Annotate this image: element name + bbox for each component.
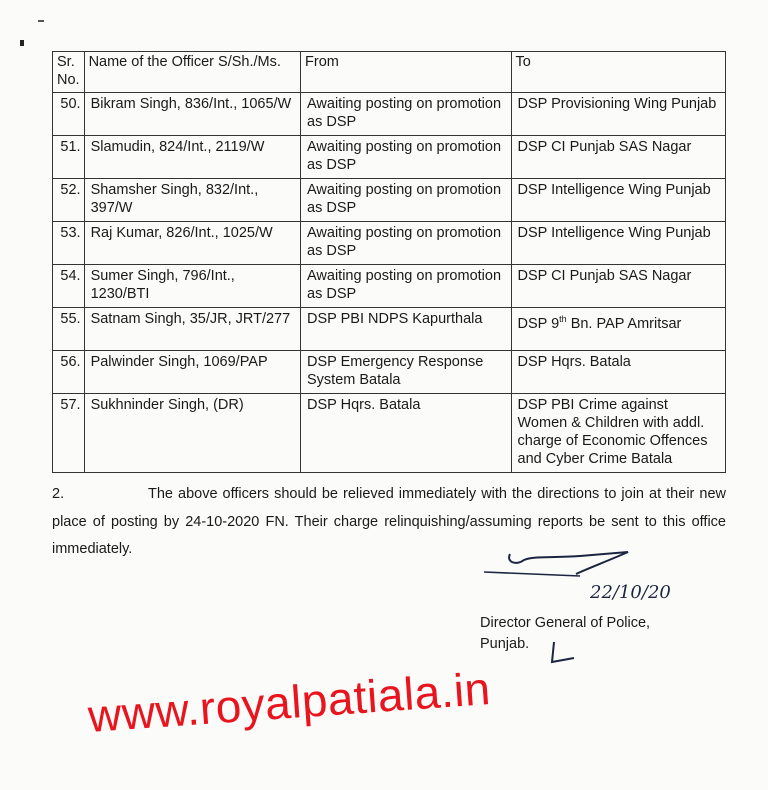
cell-sr: 57. [53,394,85,473]
cell-from: DSP PBI NDPS Kapurthala [301,308,511,351]
scan-mark [20,40,24,46]
transfer-table [52,51,726,473]
designation: Director General of Police, [480,615,651,631]
table-row [53,222,726,265]
cell-to [511,308,726,351]
cell-sr: 56. [53,351,85,394]
cell-to: DSP CI Punjab SAS Nagar [511,265,726,308]
cell-name: Sumer Singh, 796/Int., 1230/BTI [84,265,300,308]
cell-from: Awaiting posting on promotion as DSP [301,136,511,179]
table-row [53,136,726,179]
cell-from: Awaiting posting on promotion as DSP [301,265,511,308]
cell-sr: 53. [53,222,85,265]
table-row [53,351,726,394]
cell-sr: 51. [53,136,85,179]
cell-to: DSP Provisioning Wing Punjab [511,93,726,136]
table-row [53,394,726,473]
cell-name: Raj Kumar, 826/Int., 1025/W [84,222,300,265]
cell-from: Awaiting posting on promotion as DSP [301,222,511,265]
cell-to: DSP Intelligence Wing Punjab [511,222,726,265]
cell-name: Slamudin, 824/Int., 2119/W [84,136,300,179]
table-header [53,52,726,93]
cell-sr: 54. [53,265,85,308]
watermark: www.royalpatiala.in [86,661,493,742]
cell-name: Palwinder Singh, 1069/PAP [84,351,300,394]
paragraph-text: The above officers should be relieved immediately with the directions to join at their new place of posting by 24-10-2020 FN. Their charge relinquishing/assuming reports be sent to this office immediately. [52,486,726,557]
cell-from: DSP Emergency Response System Batala [301,351,511,394]
cell-to-text: Bn. PAP Amritsar [566,315,682,332]
table-row [53,93,726,136]
scan-mark [38,20,44,22]
cell-to-text: DSP 9 [517,315,560,332]
cell-sr: 52. [53,179,85,222]
table-row [53,308,726,351]
cell-sr: 50. [53,93,85,136]
cell-to: DSP CI Punjab SAS Nagar [511,136,726,179]
cell-from: Awaiting posting on promotion as DSP [301,93,511,136]
cell-name: Sukhninder Singh, (DR) [84,394,300,473]
cell-to: DSP Hqrs. Batala [511,351,726,394]
cell-name: Satnam Singh, 35/JR, JRT/277 [84,308,300,351]
cell-from: Awaiting posting on promotion as DSP [301,179,511,222]
signature-date: 22/10/20 [590,582,671,603]
paragraph-number: 2. [52,486,65,502]
header-from: From [301,52,511,93]
cell-name: Bikram Singh, 836/Int., 1065/W [84,93,300,136]
cell-to: DSP Intelligence Wing Punjab [511,179,726,222]
signature [480,536,690,608]
table-row [53,179,726,222]
cell-from: DSP Hqrs. Batala [301,394,511,473]
table-row [53,265,726,308]
header-to: To [511,52,726,93]
header-sr: Sr. No. [53,52,85,93]
ordinal-suffix: th [559,314,567,324]
cell-name: Shamsher Singh, 832/Int., 397/W [84,179,300,222]
initials-mark [548,640,578,666]
header-name: Name of the Officer S/Sh./Ms. [84,52,300,93]
place: Punjab. [480,636,530,652]
cell-sr: 55. [53,308,85,351]
cell-to: DSP PBI Crime against Women & Children with addl. charge of Economic Offences and Cyber Crime Batala [511,394,726,473]
